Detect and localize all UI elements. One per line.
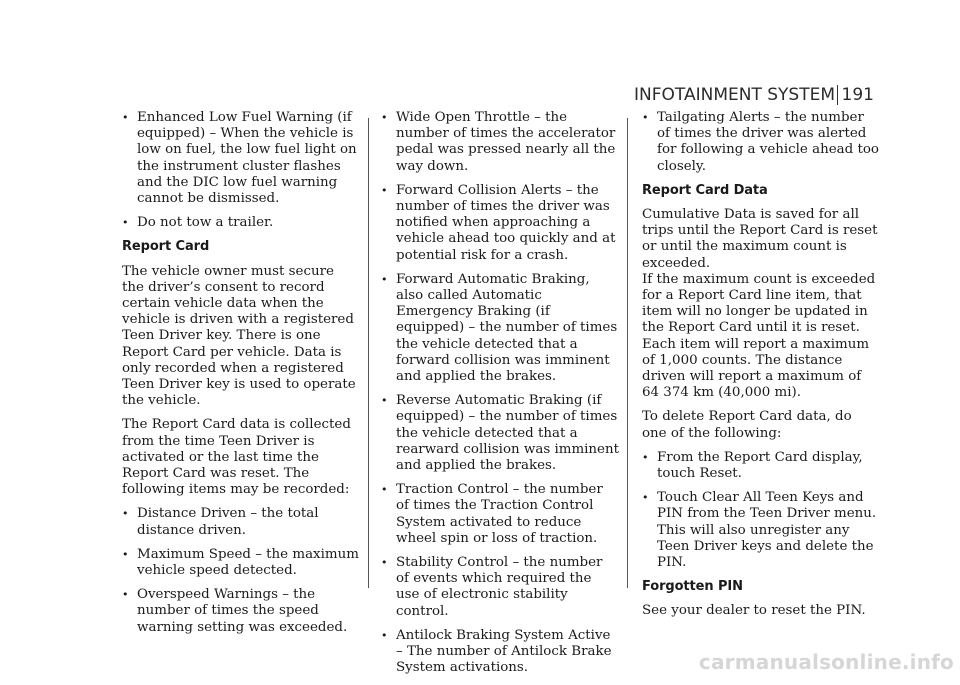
list-item: • Overspeed Warnings – the number of times the speed warning setting was exceeded. bbox=[122, 587, 348, 635]
paragraph: See your dealer to reset the PIN. bbox=[642, 603, 866, 619]
bullet-icon: • bbox=[381, 556, 388, 570]
bullet-icon: • bbox=[381, 272, 388, 286]
list-item: • Traction Control – the number of times the Traction Control System activated to reduce wheel spin or loss of traction. bbox=[381, 482, 603, 546]
section-title: INFOTAINMENT SYSTEM bbox=[634, 85, 835, 105]
bullet-icon: • bbox=[642, 491, 649, 505]
column-3 bbox=[642, 110, 880, 628]
column-divider-2 bbox=[627, 118, 628, 588]
bullet-icon: • bbox=[122, 588, 129, 602]
bullet-icon: • bbox=[642, 111, 649, 124]
header-divider bbox=[837, 85, 838, 105]
paragraph: The Report Card data is collected from the time Teen Driver is activated or the last time the Report Card was reset. The following items may be recorded: bbox=[122, 417, 351, 498]
section-heading: Forgotten PIN bbox=[642, 579, 743, 595]
paragraph: The vehicle owner must secure the driver’s consent to record certain vehicle data when the vehicle is driven with a registered Teen Driver key. There is one Report Card per vehicle. Data is only recorded when a registered Teen Driver key is used to operate the vehicle. bbox=[122, 263, 356, 409]
bullet-icon: • bbox=[642, 450, 649, 464]
bullet-icon: • bbox=[381, 183, 388, 197]
bullet-icon: • bbox=[381, 628, 388, 642]
list-item: • Reverse Automatic Braking (if equipped) – the number of times the vehicle detected that a rearward collision was imminent and applied the brakes. bbox=[381, 393, 619, 474]
list-item: • Touch Clear All Teen Keys and PIN from the Teen Driver menu. This will also unregister any Teen Driver keys and delete the PIN. bbox=[642, 490, 877, 571]
bullet-icon: • bbox=[122, 547, 129, 561]
section-heading: Report Card Data bbox=[642, 182, 768, 198]
bullet-icon: • bbox=[122, 216, 129, 230]
column-divider-1 bbox=[368, 118, 369, 588]
list-item: • Antilock Braking System Active – The number of Antilock Brake System activations. bbox=[381, 627, 612, 676]
list-item: • Wide Open Throttle – the number of times the accelerator pedal was pressed nearly all the way down. bbox=[381, 110, 616, 174]
page-number: 191 bbox=[841, 85, 874, 105]
list-item: • Forward Collision Alerts – the number of times the driver was notified when approaching a vehicle ahead too quickly and at potential risk for a crash. bbox=[381, 182, 616, 263]
bullet-icon: • bbox=[381, 394, 388, 408]
column-2 bbox=[381, 110, 619, 685]
bullet-icon: • bbox=[122, 507, 129, 521]
page-header bbox=[634, 82, 876, 108]
list-item: • From the Report Card display, touch Reset. bbox=[642, 449, 863, 482]
bullet-icon: • bbox=[122, 111, 129, 124]
list-item: • Maximum Speed – the maximum vehicle speed detected. bbox=[122, 546, 359, 579]
column-1 bbox=[122, 110, 360, 644]
bullet-icon: • bbox=[381, 111, 388, 124]
list-item: • Do not tow a trailer. bbox=[122, 215, 274, 231]
list-item: • Distance Driven – the total distance driven. bbox=[122, 506, 319, 538]
paragraph: Cumulative Data is saved for all trips until the Report Card is reset or until the maximum count is exceeded. bbox=[642, 207, 878, 271]
list-item: • Enhanced Low Fuel Warning (if equipped) – When the vehicle is low on fuel, the low fuel light on the instrument cluster flashes and the DIC low fuel warning cannot be dismissed. bbox=[122, 110, 357, 207]
paragraph: To delete Report Card data, do one of the following: bbox=[642, 409, 852, 441]
list-item: • Tailgating Alerts – the number of times the driver was alerted for following a vehicle ahead too closely. bbox=[642, 110, 879, 174]
section-heading: Report Card bbox=[122, 239, 210, 255]
bullet-icon: • bbox=[381, 483, 388, 497]
paragraph: If the maximum count is exceeded for a Report Card line item, that item will no longer be updated in the Report Card until it is reset. Each item will report a maximum of 1,000 counts. The distance driven will report a maximum of 64 374 km (40,000 mi). bbox=[642, 271, 876, 401]
list-item: • Stability Control – the number of events which required the use of electronic stability control. bbox=[381, 555, 603, 619]
watermark: carmanualsonline.info bbox=[698, 650, 954, 674]
list-item: • Forward Automatic Braking, also called Automatic Emergency Braking (if equipped) – the number of times the vehicle detected that a forward collision was imminent and applied the brakes. bbox=[381, 271, 618, 385]
